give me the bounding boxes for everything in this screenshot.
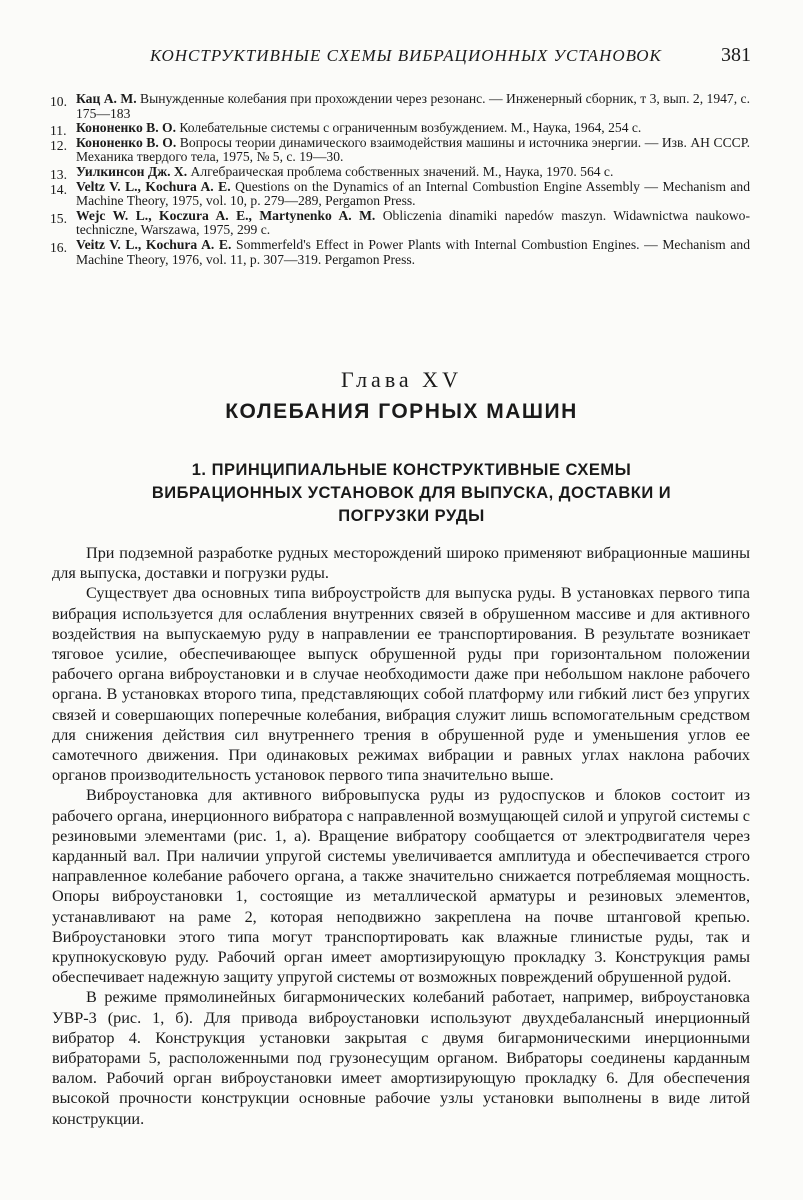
reference-item: [50, 136, 750, 165]
reference-authors: Уилкинсон Дж. Х.: [76, 163, 188, 179]
reference-text: Sommerfeld's Effect in Power Plants with Internal Combustion Engines. — Mechanism and Machine Theory, 1976, vol. 11, p. 307—319. Pergamon Press.: [76, 236, 750, 267]
chapter-label: Глава XV: [341, 367, 462, 392]
chapter-title: КОЛЕБАНИЯ ГОРНЫХ МАШИН: [225, 400, 578, 423]
reference-authors: Veltz V. L., Kochura A. E.: [76, 178, 231, 194]
reference-item: [50, 120, 750, 139]
reference-authors: Wejc W. L., Koczura A. E., Martynenko A. M.: [76, 207, 376, 223]
reference-item: [50, 180, 750, 209]
reference-number: 11.: [50, 123, 67, 139]
running-header: [0, 44, 803, 68]
reference-item: [50, 92, 750, 121]
reference-item: [50, 165, 750, 180]
reference-item: [50, 209, 750, 238]
paragraph: В режиме прямолинейных бигармонических колебаний работает, например, виброустановка УВР-3 (рис. 1, б). Для привода виброустановки используют двухдебалансный инерционный вибратор 4. Конструкция установки закрытая с двумя бигармоническими инерционными вибраторами 5, расположенными под грузонесущим органом. Вибраторы соединены карданным валом. Рабочий орган виброустановки имеет амортизирующую прокладку 6. Для обеспечения высокой прочности конструкции основные рабочие узлы установки выполнены в виде литой конструкции.: [52, 988, 750, 1128]
reference-list: [50, 92, 750, 267]
reference-authors: Кац А. М.: [76, 91, 137, 106]
reference-text: Колебательные системы с ограниченным возбуждением. М., Наука, 1964, 254 с.: [179, 120, 642, 136]
paragraph: Существует два основных типа виброустройств для выпуска руды. В установках первого типа вибрация используется для ослабления внутренних связей в обрушенном массиве и для активного воздействия на выпускаемую руду в направлении ее транспортирования. В результате возникает тяговое усилие, обеспечивающее выпуск обрушенной руды при горизонтальном положении рабочего органа виброустановки и в случае необходимости даже при небольшом наклоне рабочего органа. В установках второго типа, представляющих собой платформу или гибкий лист без упругих связей и совершающих поперечные колебания, вибрация служит лишь вспомогательным средством для снижения действия сил внутреннего трения в обрушенной руде и уменьшения углов ее самотечного движения. При одинаковых режимах вибрации и равных углах наклона рабочих органов производительность установок первого типа значительно выше.: [52, 584, 750, 785]
reference-authors: Кононенко В. О.: [76, 120, 176, 136]
reference-item: [50, 238, 750, 267]
reference-number: 14.: [50, 181, 67, 197]
reference-text: Алгебраическая проблема собственных значений. М., Наука, 1970. 564 с.: [190, 163, 614, 179]
body-text: [52, 543, 750, 1129]
running-title: КОНСТРУКТИВНЫЕ СХЕМЫ ВИБРАЦИОННЫХ УСТАНОВОК: [150, 46, 662, 65]
reference-authors: Veitz V. L., Kochura A. E.: [76, 236, 232, 252]
reference-number: 13.: [50, 166, 67, 182]
reference-text: Questions on the Dynamics of an Internal Combustion Engine Assembly — Mechanism and Machine Theory, 1975, vol. 10, p. 279—289, Pergamon Press.: [76, 178, 750, 209]
page-number: 381: [721, 44, 751, 66]
reference-number: 12.: [50, 137, 67, 153]
paragraph: Виброустановка для активного вибровыпуска руды из рудоспусков и блоков состоит из рабочего органа, инерционного вибратора с направленной возмущающей силой и упругой системы с резиновыми элементами (рис. 1, а). Вращение вибратору сообщается от электродвигателя через карданный вал. При наличии упругой системы увеличивается амплитуда и обеспечивается строго направленное колебание рабочего органа, а также значительно снижается потребляемая мощность. Опоры виброустановки 1, состоящие из металлической арматуры и резиновых элементов, устанавливают на раме 2, которая неподвижно закреплена на почве штанговой крепью. Виброустановки этого типа могут транспортировать как влажные глинистые руды, так и крупнокусковую руду. Рабочий орган имеет амортизирующую прокладку 3. Конструкция рамы обеспечивает надежную защиту упругой системы от возможных повреждений обрушенной рудой.: [52, 786, 750, 987]
section-title: 1. ПРИНЦИПИАЛЬНЫЕ КОНСТРУКТИВНЫЕ СХЕМЫ ВИБРАЦИОННЫХ УСТАНОВОК ДЛЯ ВЫПУСКА, ДОСТАВКИ И ПОГРУЗКИ РУДЫ: [151, 461, 672, 525]
reference-text: Obliczenia dinamiki napedów maszyn. Widawnictwa naukowo-techniczne, Warszawa, 1975, 299 c.: [76, 207, 750, 238]
reference-text: Вынужденные колебания при прохождении через резонанс. — Инженерный сборник, т 3, вып. 2, 1947, с. 175—183: [76, 91, 750, 121]
reference-number: 10.: [50, 94, 67, 109]
paragraph: При подземной разработке рудных месторождений широко применяют вибрационные машины для выпуска, доставки и погрузки руды.: [52, 544, 750, 583]
reference-text: Вопросы теории динамического взаимодействия машины и источника энергии. — Изв. АН СССР. Механика твердого тела, 1975, № 5, с. 19—30.: [76, 134, 750, 165]
reference-number: 16.: [50, 239, 67, 255]
reference-authors: Кононенко В. О.: [76, 134, 177, 150]
reference-number: 15.: [50, 210, 67, 226]
